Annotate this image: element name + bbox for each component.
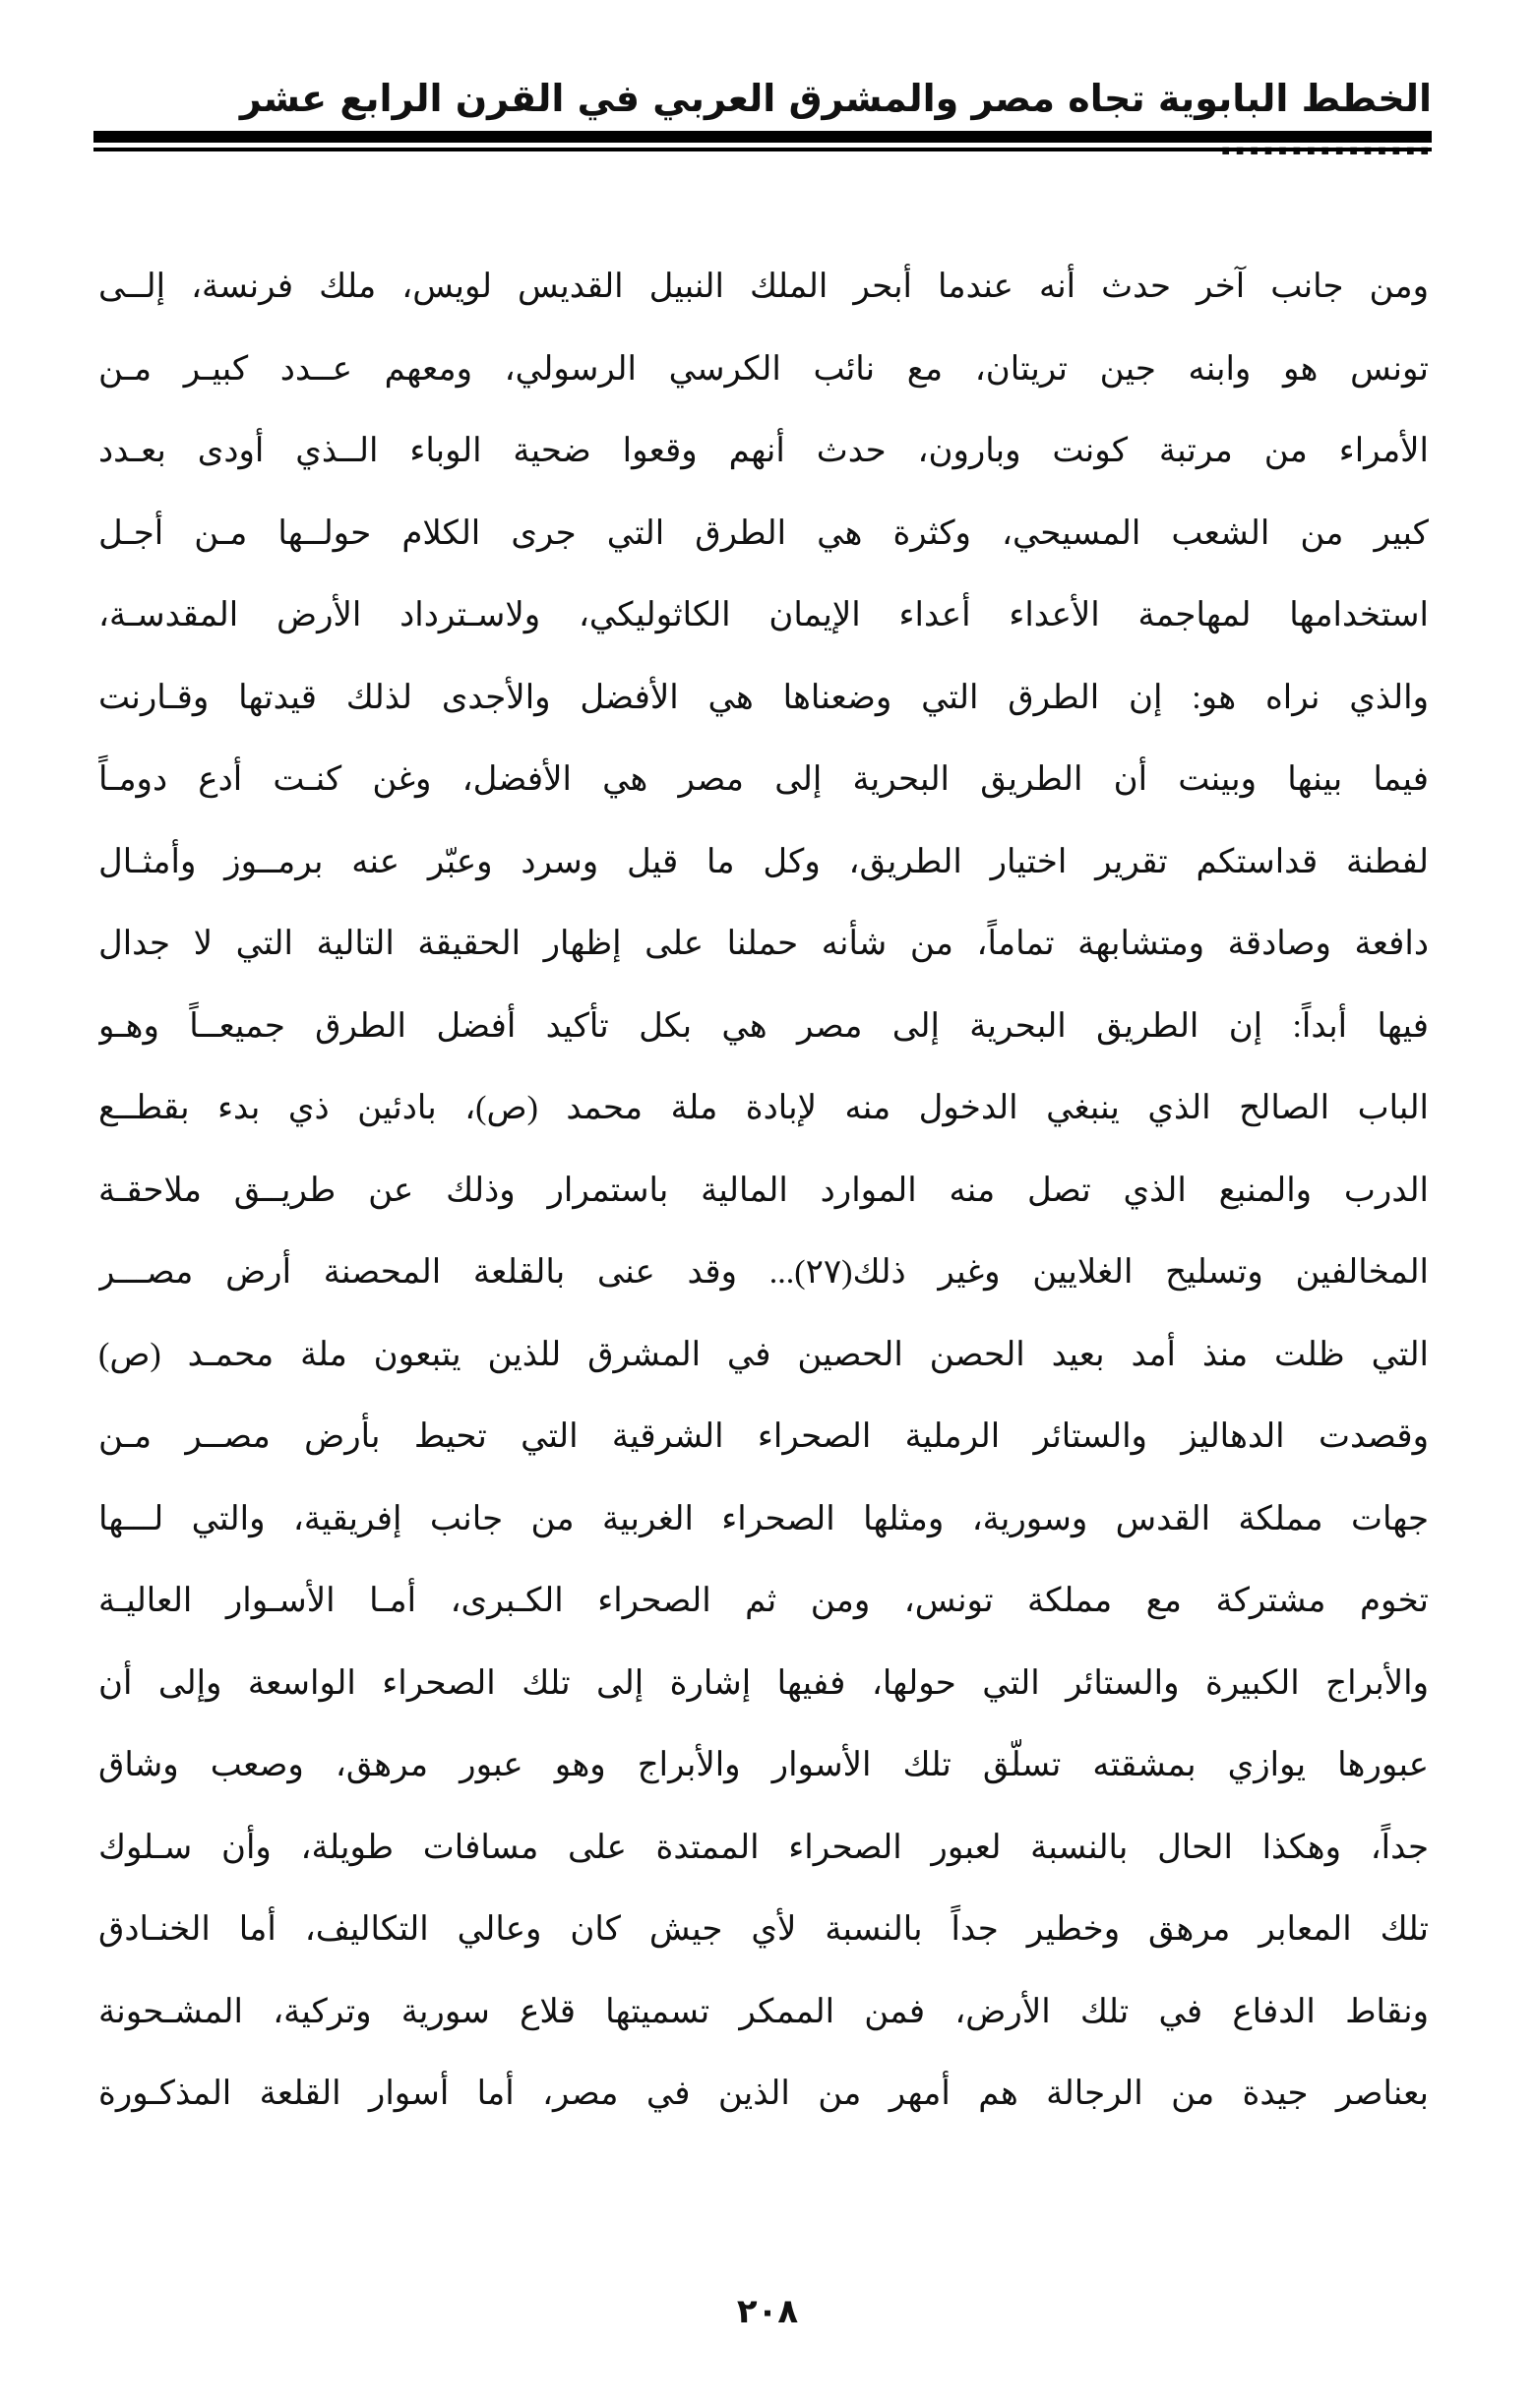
text-line: تلك المعابر مرهق وخطير جداً بالنسبة لأي جيش كان وعالي التكاليف، أما الخنـادق [98, 1911, 1429, 1948]
text-line: جداً، وهكذا الحال بالنسبة لعبور الصحراء الممتدة على مسافات طويلة، وأن سـلوك [98, 1829, 1429, 1866]
text-line: فيها أبداً: إن الطريق البحرية إلى مصر هي بكل تأكيد أفضل الطرق جميعــاً وهـو [98, 1007, 1429, 1045]
text-line: بعناصر جيدة من الرجالة هم أمهر من الذين في مصر، أما أسوار القلعة المذكـورة [98, 2076, 1429, 2112]
header-rule-thin [93, 148, 1432, 151]
text-line: تونس هو وابنه جين تريتان، مع نائب الكرسي الرسولي، ومعهم عــدد كبيـر مـن [98, 350, 1429, 388]
text-line: فيما بينها وبينت أن الطريق البحرية إلى مصر هي الأفضل، وغن كنـت أدع دومـاً [98, 761, 1429, 798]
text-line: ونقاط الدفاع في تلك الأرض، فمن الممكر تسميتها قلاع سورية وتركية، المشـحونة [98, 1993, 1429, 2030]
running-header: الخطط البابوية تجاه مصر والمشرق العربي في القرن الرابع عشر [239, 77, 1432, 120]
text-line: استخدامها لمهاجمة الأعداء أعداء الإيمان الكاثوليكي، ولاسـترداد الأرض المقدسـة، [98, 597, 1429, 633]
text-line: كبير من الشعب المسيحي، وكثرة هي الطرق التي جرى الكلام حولــها مـن أجـل [98, 514, 1429, 552]
text-line: دافعة وصادقة ومتشابهة تماماً، من شأنه حملنا على إظهار الحقيقة التالية التي لا جدال [98, 926, 1429, 962]
text-line: ومن جانب آخر حدث أنه عندما أبحر الملك النبيل القديس لويس، ملك فرنسة، إلــى [98, 269, 1429, 305]
text-line: لفطنة قداستكم تقرير اختيار الطريق، وكل ما قيل وسرد وعبّر عنه برمــوز وأمثـال [98, 843, 1429, 880]
text-line: تخوم مشتركة مع مملكة تونس، ومن ثم الصحراء الكـبرى، أمـا الأسـوار العاليـة [98, 1583, 1429, 1619]
text-line: التي ظلت منذ أمد بعيد الحصن الحصين في المشرق للذين يتبعون ملة محمـد (ص) [98, 1336, 1429, 1373]
text-line: جهات مملكة القدس وسورية، ومثلها الصحراء الغربية من جانب إفريقية، والتي لـــها [98, 1500, 1429, 1537]
text-line: وقصدت الدهاليز والستائر الرملية الصحراء الشرقية التي تحيط بأرض مصــر مـن [98, 1418, 1429, 1455]
text-line: عبورها يوازي بمشقته تسلّق تلك الأسوار والأبراج وهو عبور مرهق، وصعب وشاق [98, 1747, 1429, 1783]
text-line: الباب الصالح الذي ينبغي الدخول منه لإبادة ملة محمد (ص)، بادئين ذي بدء بقطــع [98, 1090, 1429, 1126]
body-text [98, 258, 1429, 2147]
text-line: والذي نراه هو: إن الطرق التي وضعناها هي الأفضل والأجدى لذلك قيدتها وقـارنت [98, 679, 1429, 716]
page-number: ٢٠٨ [736, 2292, 799, 2331]
text-line: المخالفين وتسليح الغلايين وغير ذلك(٢٧)... وقد عنى بالقلعة المحصنة أرض مصـــر [98, 1254, 1429, 1291]
text-line: الدرب والمنبع الذي تصل منه الموارد المالية باستمرار وذلك عن طريــق ملاحقـة [98, 1172, 1429, 1209]
header-rule-thick [93, 131, 1432, 143]
text-line: الأمراء من مرتبة كونت وبارون، حدث أنهم وقعوا ضحية الوباء الــذي أودى بعـدد [98, 433, 1429, 469]
text-line: والأبراج الكبيرة والستائر التي حولها، ففيها إشارة إلى تلك الصحراء الواسعة وإلى أن [98, 1664, 1429, 1702]
